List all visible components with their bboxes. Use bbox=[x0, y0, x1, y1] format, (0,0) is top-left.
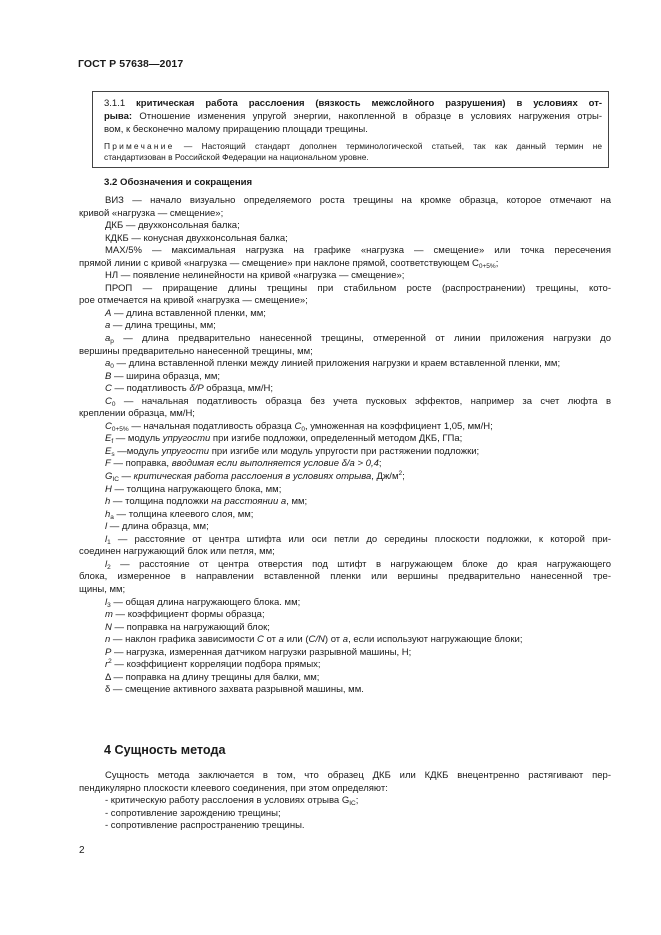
list-item: $a_p$ — длина предварительно нанесенной трещины, отмеренной от линии приложения нагрузки до bbox=[105, 333, 611, 346]
list-item: кривой «нагрузка — смещение»; bbox=[79, 207, 224, 219]
list-item: $h_a$ — толщина клеевого слоя, мм; bbox=[105, 508, 254, 521]
list-item: щины, мм; bbox=[79, 583, 126, 595]
document-header: ГОСТ Р 57638—2017 bbox=[78, 58, 184, 70]
definition-line-3: вом, к бесконечно малому приращению площади трещины. bbox=[104, 124, 368, 135]
bullet-item: - сопротивление зарождению трещины; bbox=[105, 807, 281, 819]
list-item: n — наклон графика зависимости C от a или (C/N) от a, если используют нагружающие блоки; bbox=[105, 634, 523, 646]
list-item: блока, измеренное в направлении вставленной пленки или вершины предварительно нанесенной тре- bbox=[79, 571, 611, 583]
list-item: $G_{IC}$ — критическая работа расслоения в условиях отрыва, $Дж/м^2$; bbox=[105, 470, 405, 484]
list-item: ДКБ — двухконсольная балка; bbox=[105, 220, 240, 232]
list-item: Δ — поправка на длину трещины для балки, мм; bbox=[105, 671, 320, 683]
note-label: Примечание bbox=[104, 141, 175, 151]
list-item: $E_s$ —модуль упругости при изгибе или модуль упругости при растяжении подложки; bbox=[105, 445, 480, 458]
list-item: МАХ/5% — максимальная нагрузка на графике «нагрузка — смещение» или точка пересечения bbox=[105, 245, 611, 257]
list-item: $l_2$ — расстояние от центра отверстия под штифт в нагружающем блоке до края нагружающего bbox=[105, 558, 611, 571]
list-item: C — податливость δ/P образца, мм/Н; bbox=[105, 383, 274, 395]
list-item: КДКБ — конусная двухконсольная балка; bbox=[105, 232, 288, 244]
symbols-list bbox=[79, 195, 611, 697]
list-item: $a_0$ — длина вставленной пленки между линией приложения нагрузки и краем вставленной пленки, мм; bbox=[105, 358, 561, 371]
section-3-2-title: 3.2 Обозначения и сокращения bbox=[104, 177, 253, 188]
list-item: вершины предварительно нанесенной трещины, мм; bbox=[79, 345, 313, 357]
page-number: 2 bbox=[79, 845, 85, 856]
list-item: h — толщина подложки на расстоянии a, мм; bbox=[105, 496, 308, 508]
list-item: ПРОП — приращение длины трещины при стабильном росте (распространении) трещины, кото- bbox=[105, 282, 611, 294]
list-item: $r^2$ — коэффициент корреляции подбора прямых; bbox=[105, 658, 321, 671]
list-item: B — ширина образца, мм; bbox=[105, 370, 221, 382]
list-item: соединен нагружающий блок или петля, мм; bbox=[79, 546, 275, 558]
list-item: N — поправка на нагружающий блок; bbox=[105, 621, 270, 633]
list-item: P — нагрузка, измеренная датчиком нагрузки разрывной машины, Н; bbox=[105, 646, 412, 658]
definition-line-1: 3.1.1 критическая работа расслоения (вязкость межслойного разрушения) в условиях от- bbox=[104, 98, 603, 109]
list-item: $C_{0+5\%}$ — начальная податливость образца $C_0$, умноженная на коэффициент 1,05, мм/Н; bbox=[105, 420, 493, 433]
list-item: a — длина трещины, мм; bbox=[105, 320, 216, 332]
list-item: l — длина образца, мм; bbox=[105, 521, 209, 533]
paragraph-line: пендикулярно плоскости клеевого соединения, при этом определяют: bbox=[79, 782, 388, 794]
list-item: $l_3$ — общая длина нагружающего блока. мм; bbox=[105, 596, 301, 609]
definition-term: критическая работа расслоения (вязкость межслойного разрушения) в условиях от- bbox=[136, 98, 603, 109]
list-item: креплении образца, мм/Н; bbox=[79, 408, 195, 420]
list-item: F — поправка, вводимая если выполняется условие δ/a > 0,4; bbox=[105, 458, 382, 470]
section-4-title: 4 Сущность метода bbox=[104, 743, 226, 757]
list-item: $E_f$ — модуль упругости при изгибе подложки, определенный методом ДКБ, ГПа; bbox=[105, 433, 463, 446]
list-item: прямой линии с кривой «нагрузка — смещение» при наклоне прямой, соответствующем $C_{0+5\%}$; bbox=[79, 257, 499, 270]
list-item: H — толщина нагружающего блока, мм; bbox=[105, 483, 282, 495]
list-item: $C_0$ — начальная податливость образца без учета пусковых эффектов, например за счет люфта в bbox=[105, 395, 611, 408]
definition-line-2: рыва: Отношение изменения упругой энергии, накопленной в образце в условиях нагружения отры- bbox=[104, 111, 602, 122]
section-4-body bbox=[79, 770, 611, 833]
list-item: рое отмечается на кривой «нагрузка — смещение»; bbox=[79, 295, 308, 307]
list-item: НЛ — появление нелинейности на кривой «нагрузка — смещение»; bbox=[105, 270, 405, 282]
bullet-item: - критическую работу расслоения в условиях отрыва $G_{IC}$; bbox=[105, 795, 359, 808]
paragraph-line: Сущность метода заключается в том, что образец ДКБ или КДКБ внецентренно растягивают пер- bbox=[105, 770, 611, 781]
list-item: ВИЗ — начало визуально определяемого роста трещины на кромке образца, которое отмечают на bbox=[105, 195, 611, 206]
definition-311 bbox=[104, 97, 602, 136]
list-item: m — коэффициент формы образца; bbox=[105, 609, 265, 621]
list-item: δ — смещение активного захвата разрывной машины, мм. bbox=[105, 684, 364, 696]
bullet-item: - сопротивление распространению трещины. bbox=[105, 820, 305, 832]
list-item: $l_1$ — расстояние от центра штифта или оси петли до середины плоскости подложки, к которой при- bbox=[105, 533, 611, 546]
definition-note: Примечание — Настоящий стандарт дополнен терминологической статьей, так как данный термин не стандартизован в Российской Федерации на национальном уровне. bbox=[104, 141, 602, 162]
list-item: A — длина вставленной пленки, мм; bbox=[105, 307, 266, 319]
